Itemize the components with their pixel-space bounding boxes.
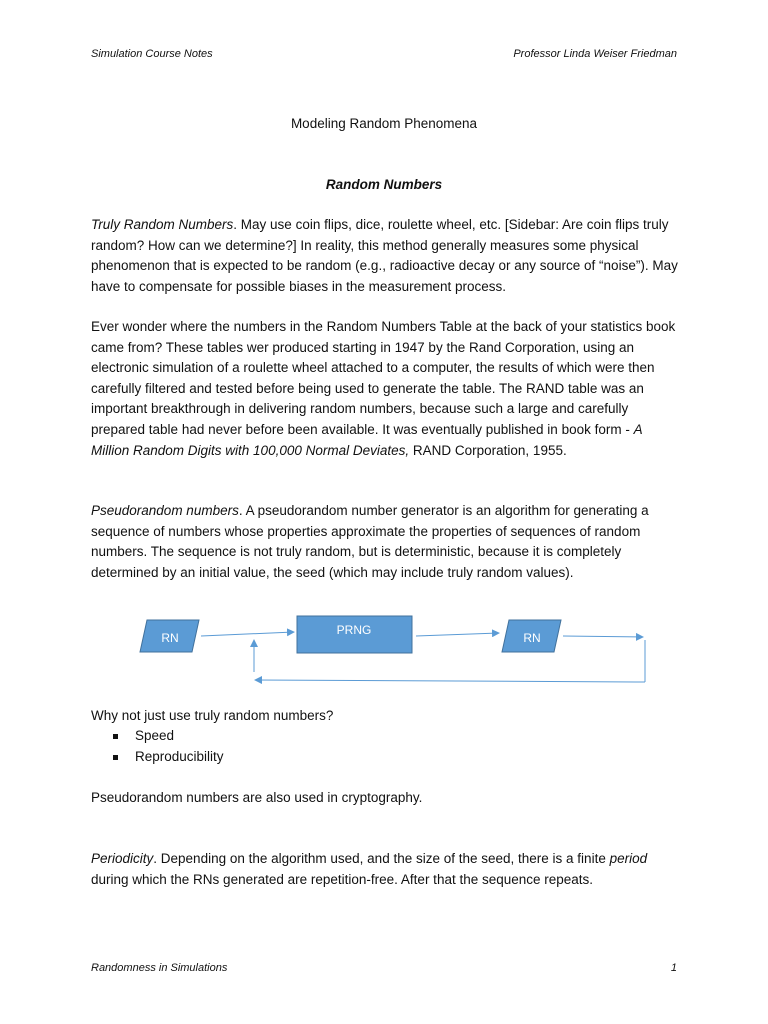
book-title: A Million Random Digits with 100,000 Normal Deviates,	[91, 421, 643, 458]
input-rn-label: RN	[161, 631, 179, 645]
periodicity-text-b: during which the RNs generated are repetition-free. After that the sequence repeats.	[91, 871, 594, 887]
document-title: Modeling Random Phenomena	[290, 116, 478, 131]
prng-label: PRNG	[336, 623, 372, 637]
feedback-back	[255, 680, 645, 682]
question-why-not: Why not just use truly random numbers?	[91, 708, 334, 723]
list-item: Speed	[113, 726, 224, 747]
header-course: Simulation Course Notes	[91, 48, 213, 60]
output-rn-label: RN	[523, 631, 541, 645]
term-pseudorandom: Pseudorandom numbers	[91, 503, 239, 518]
page-number: 1	[670, 962, 677, 974]
term-periodicity: Periodicity	[91, 851, 154, 866]
term-truly-random: Truly Random Numbers	[91, 217, 234, 232]
rand-table-text: Ever wonder where the numbers in the Random Numbers Table at the back of your statistics book came from? These tables wer produced starting in 1947 by the Rand Corporation, using an electronic simulation of a roulette wheel attached to a computer, the results of which were then carefully filtered and tested before being used to generate the table. The RAND table was an important breakthrough in delivering random numbers, because such a large and carefully prepared table had never before been available. It was eventually published in book form -	[91, 319, 676, 437]
book-publisher: RAND Corporation, 1955.	[409, 442, 567, 458]
reasons-list	[113, 726, 224, 767]
paragraph-cryptography: Pseudorandom numbers are also used in cryptography.	[91, 790, 423, 805]
pseudorandom-text: . A pseudorandom number generator is an algorithm for generating a sequence of numbers whose properties approximate the properties of sequences of random numbers. The sequence is not truly random, but is deterministic, because it is completely determined by an initial value, the seed (which may include truly random values).	[91, 503, 649, 580]
paragraph-periodicity	[91, 849, 681, 890]
header-author: Professor Linda Weiser Friedman	[513, 48, 677, 60]
section-heading: Random Numbers	[325, 177, 443, 192]
arrow-rn-out	[563, 636, 643, 637]
periodicity-text-a: . Depending on the algorithm used, and the size of the seed, there is a finite	[153, 851, 610, 866]
list-item: Reproducibility	[113, 747, 224, 768]
term-period: period	[609, 851, 648, 866]
truly-random-text: . May use coin flips, dice, roulette wheel, etc. [Sidebar: Are coin flips truly random? How can we determine?] In reality, this method generally measures some physical phenomenon that is expected to be random (e.g., radioactive decay or any source of “noise”). May have to compensate for possible biases in the measurement process.	[91, 217, 678, 294]
page-footer	[91, 962, 677, 974]
arrow-prng-to-rn	[416, 633, 499, 636]
footer-title: Randomness in Simulations	[91, 962, 228, 974]
arrow-rn-to-prng	[201, 632, 294, 636]
